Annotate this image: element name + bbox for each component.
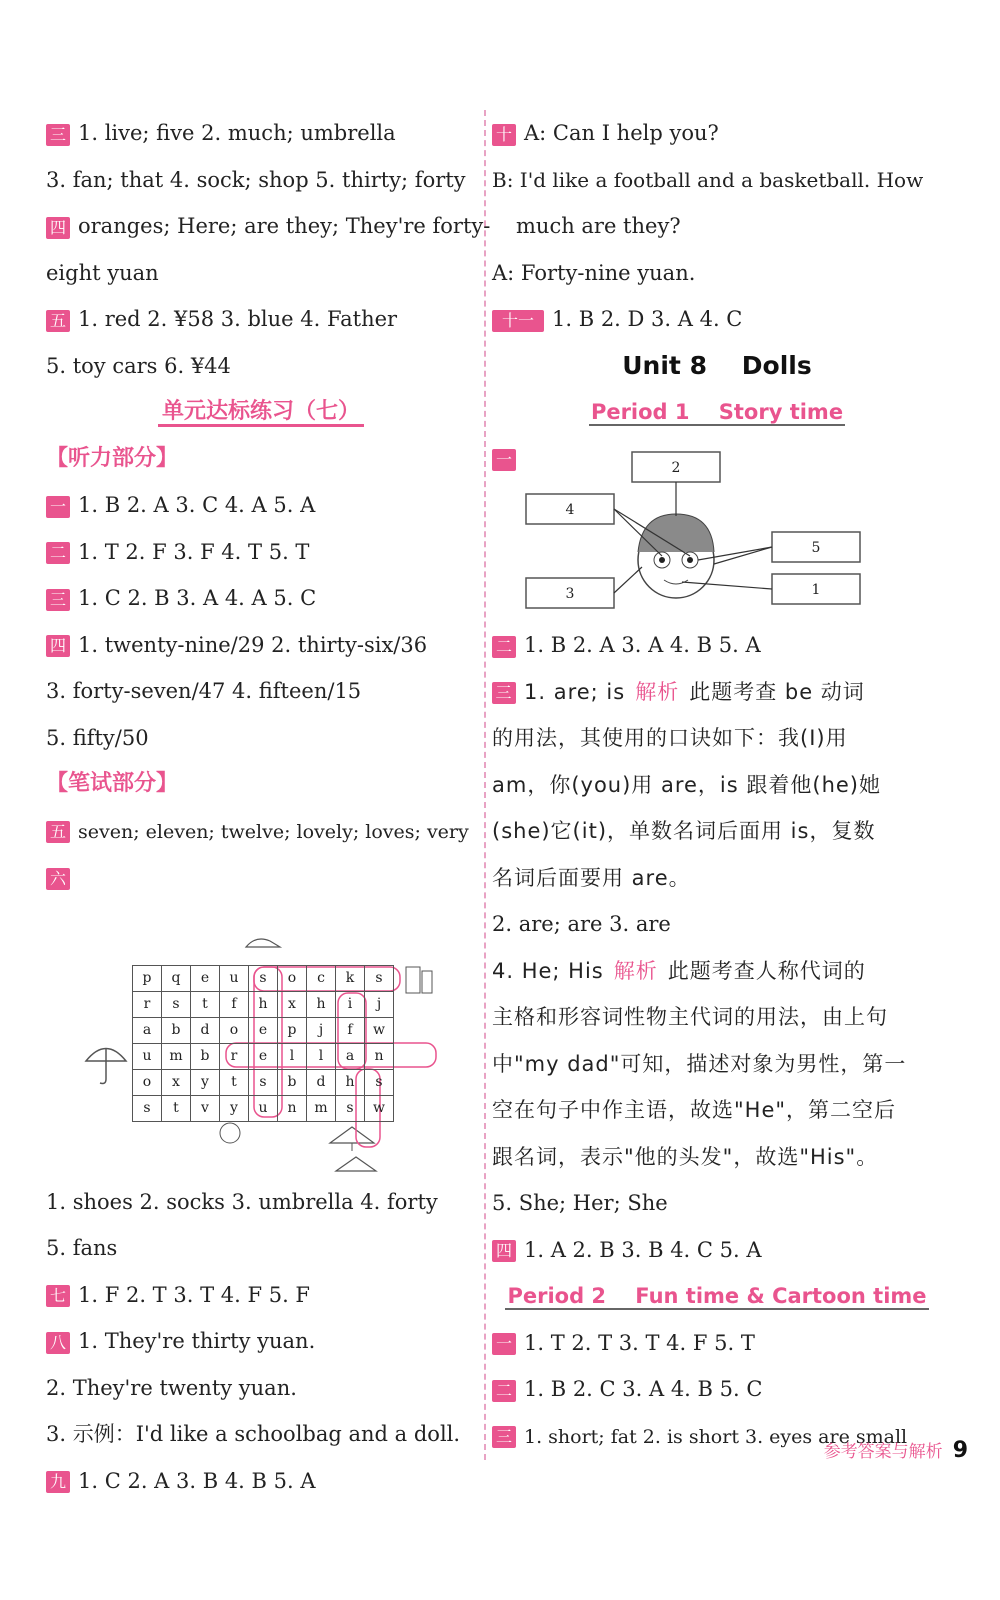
answer-text: 1. T 2. T 3. T 4. F 5. T <box>524 1330 755 1355</box>
answer-line <box>492 110 942 157</box>
period-title: Period 2 Fun time & Cartoon time <box>507 1284 927 1308</box>
grid-cell: j <box>307 1017 336 1043</box>
answer-line <box>492 622 942 669</box>
answer-text: 2. They're twenty yuan. <box>46 1375 297 1400</box>
answer-text: 1. B 2. A 3. A 4. B 5. A <box>524 633 761 657</box>
answer-line <box>492 250 942 297</box>
question-number-badge: 一 <box>46 496 70 518</box>
grid-row <box>133 965 394 991</box>
grid-cell: s <box>365 1069 394 1095</box>
answer-line <box>492 157 942 204</box>
answer-text: 3. 示例：I'd like a schoolbag and a doll. <box>46 1422 461 1446</box>
label-box-1: 1 <box>811 582 821 598</box>
fan-icon <box>336 1157 376 1171</box>
answer-line: 2. are; are 3. are <box>492 912 671 936</box>
answer-text: 1. are; is <box>524 679 626 704</box>
analysis-line: 跟名词，表示"他的头发"，故选"His"。 <box>492 1144 879 1169</box>
answer-line <box>492 296 942 343</box>
grid-cell: c <box>307 965 336 991</box>
label-box-5: 5 <box>811 540 821 556</box>
question-number-badge: 七 <box>46 1285 70 1307</box>
grid-cell: x <box>278 991 307 1017</box>
answer-text: 3. forty-seven/47 4. fifteen/15 <box>46 679 362 703</box>
answer-line <box>46 1411 476 1458</box>
grid-cell: t <box>220 1069 249 1095</box>
grid-cell: w <box>365 1017 394 1043</box>
answer-text: 3. fan; that 4. sock; shop 5. thirty; forty <box>46 167 466 192</box>
grid-cell: s <box>336 1095 365 1121</box>
grid-cell: d <box>307 1069 336 1095</box>
shoe-icon <box>246 939 280 947</box>
answer-text: 1. live; five 2. much; umbrella <box>78 121 396 145</box>
analysis-line: (she)它(it)，单数名词后面用 is，复数 <box>492 819 876 843</box>
answer-text: 5. fifty/50 <box>46 725 149 750</box>
label-box-2: 2 <box>671 460 681 476</box>
answer-text: B: I'd like a football and a basketball. How <box>492 167 924 192</box>
grid-row <box>133 1043 394 1069</box>
grid-cell: e <box>191 965 220 991</box>
answer-line <box>46 110 476 157</box>
answer-text: 1. C 2. A 3. B 4. B 5. A <box>78 1468 316 1493</box>
answer-line <box>46 1272 476 1319</box>
grid-cell: q <box>162 965 191 991</box>
grid-cell: u <box>220 965 249 991</box>
answer-line <box>46 250 476 297</box>
answer-text: 1. red 2. ¥58 3. blue 4. Father <box>78 307 398 331</box>
grid-cell: s <box>162 991 191 1017</box>
label-box-4: 4 <box>565 502 575 518</box>
question-number-badge: 四 <box>46 217 70 239</box>
grid-cell: u <box>133 1043 162 1069</box>
answer-text: seven; eleven; twelve; lovely; loves; very <box>78 820 469 843</box>
grid-cell: b <box>278 1069 307 1095</box>
answer-text: 1. B 2. C 3. A 4. B 5. C <box>524 1377 763 1401</box>
grid-cell: b <box>191 1043 220 1069</box>
grid-cell: a <box>133 1017 162 1043</box>
grid-cell: e <box>249 1017 278 1043</box>
answer-line <box>46 1225 476 1272</box>
grid-cell: o <box>133 1069 162 1095</box>
answer-text: 1. B 2. D 3. A 4. C <box>552 307 743 331</box>
question-number-badge: 十一 <box>492 310 544 332</box>
grid-cell: n <box>278 1095 307 1121</box>
answer-line <box>492 203 942 250</box>
grid-cell: r <box>220 1043 249 1069</box>
grid-cell: p <box>133 965 162 991</box>
grid-cell: e <box>249 1043 278 1069</box>
socks-icon <box>406 967 432 993</box>
question-number-badge: 二 <box>492 1380 516 1402</box>
answer-text: much are they? <box>516 214 681 238</box>
grid-cell: i <box>336 991 365 1017</box>
grid-cell: b <box>162 1017 191 1043</box>
face-diagram <box>492 460 942 622</box>
analysis-line: 名词后面要用 are。 <box>492 865 691 890</box>
analysis-line: am，你(you)用 are，is 跟着他(he)她 <box>492 772 881 797</box>
grid-cell: r <box>133 991 162 1017</box>
grid-cell: s <box>249 965 278 991</box>
grid-cell: f <box>336 1017 365 1043</box>
answer-text: oranges; Here; are they; They're forty- <box>78 214 491 238</box>
question-number-badge: 六 <box>46 868 70 890</box>
question-number-badge: 一 <box>492 1333 516 1355</box>
answer-text: 5. fans <box>46 1236 118 1260</box>
analysis-line: 的用法，其使用的口诀如下：我(I)用 <box>492 726 848 750</box>
label-box-3: 3 <box>565 586 575 602</box>
answer-line <box>46 1458 476 1505</box>
answer-text: 5. toy cars 6. ¥44 <box>46 353 231 378</box>
answer-line <box>46 296 476 343</box>
grid-cell: h <box>307 991 336 1017</box>
answer-text: A: Can I help you? <box>524 121 719 145</box>
page-footer <box>824 1437 968 1463</box>
question-number-badge: 五 <box>46 821 70 843</box>
grid-cell: l <box>307 1043 336 1069</box>
grid-cell: k <box>336 965 365 991</box>
section-title: 单元达标练习（七） <box>46 389 476 436</box>
question-number-badge: 十 <box>492 124 516 146</box>
column-divider <box>484 110 486 1460</box>
answer-line <box>46 622 476 669</box>
grid-cell: m <box>162 1043 191 1069</box>
grid-cell: a <box>336 1043 365 1069</box>
answer-text: 1. twenty-nine/29 2. thirty-six/36 <box>78 632 428 657</box>
grid-cell: y <box>220 1095 249 1121</box>
answer-line <box>46 854 476 901</box>
answer-line <box>46 808 476 855</box>
grid-row <box>133 1069 394 1095</box>
answer-line <box>492 1227 942 1274</box>
grid-cell: m <box>307 1095 336 1121</box>
answer-line <box>492 1320 942 1367</box>
footer-text: 参考答案与解析 <box>823 1442 943 1462</box>
answer-text: A: Forty-nine yuan. <box>492 260 696 285</box>
answer-line <box>46 715 476 762</box>
question-number-badge: 四 <box>46 635 70 657</box>
animal-icon <box>220 1123 240 1143</box>
analysis-label: 解析 <box>613 958 658 983</box>
answer-text: 1. T 2. F 3. F 4. T 5. T <box>78 539 310 564</box>
answer-text: 1. They're thirty yuan. <box>78 1329 316 1353</box>
answer-line <box>492 948 942 995</box>
answer-line <box>46 343 476 390</box>
question-number-badge: 三 <box>46 589 70 611</box>
boy-face-icon <box>638 514 714 598</box>
answer-line <box>46 575 476 622</box>
answer-text: 1. shoes 2. socks 3. umbrella 4. forty <box>46 1189 438 1214</box>
umbrella-icon <box>86 1048 126 1083</box>
analysis-line: 空在句子中作主语，故选"He"，第二空后 <box>492 1098 897 1122</box>
question-number-badge: 一 <box>492 449 516 471</box>
grid-cell: l <box>278 1043 307 1069</box>
answer-text: 1. short; fat 2. is short 3. eyes are small <box>524 1425 908 1448</box>
face-diagram-svg <box>492 452 942 602</box>
question-number-badge: 三 <box>492 1426 516 1448</box>
grid-cell: n <box>365 1043 394 1069</box>
answer-text: eight yuan <box>46 260 159 285</box>
answer-line <box>46 482 476 529</box>
grid-cell: j <box>365 991 394 1017</box>
grid-cell: s <box>133 1095 162 1121</box>
question-number-badge: 四 <box>492 1240 516 1262</box>
grid-row <box>133 991 394 1017</box>
question-number-badge: 二 <box>492 636 516 658</box>
answer-line <box>492 1366 942 1413</box>
grid-cell: d <box>191 1017 220 1043</box>
grid-cell: x <box>162 1069 191 1095</box>
grid-cell: u <box>249 1095 278 1121</box>
period-title: Period 1 Story time <box>590 400 844 424</box>
word-search-grid <box>132 965 394 1122</box>
grid-cell: t <box>162 1095 191 1121</box>
grid-cell: f <box>220 991 249 1017</box>
answer-line <box>46 1318 476 1365</box>
grid-cell: p <box>278 1017 307 1043</box>
right-column <box>492 110 942 1459</box>
grid-cell: h <box>336 1069 365 1095</box>
grid-cell: o <box>220 1017 249 1043</box>
question-number-badge: 三 <box>46 124 70 146</box>
question-number-badge: 九 <box>46 1471 70 1493</box>
answer-line <box>46 1179 476 1226</box>
question-number-badge: 三 <box>492 682 516 704</box>
analysis-text: 此题考查人称代词的 <box>667 958 866 983</box>
grid-cell: s <box>249 1069 278 1095</box>
grid-cell: w <box>365 1095 394 1121</box>
listening-heading: 【听力部分】 <box>46 445 179 471</box>
answer-line <box>46 668 476 715</box>
answer-text: 1. A 2. B 3. B 4. C 5. A <box>524 1237 762 1262</box>
answer-line <box>492 669 942 716</box>
answer-text: 1. B 2. A 3. C 4. A 5. A <box>78 493 316 517</box>
answer-text: 4. He; His <box>492 958 604 983</box>
page-number: 9 <box>952 1438 968 1463</box>
answer-line <box>46 203 491 250</box>
unit-title: Unit 8 Dolls <box>622 350 812 380</box>
grid-row <box>133 1017 394 1043</box>
analysis-line: 主格和形容词性物主代词的用法，由上句 <box>492 1005 888 1029</box>
word-search-figure <box>46 901 476 1179</box>
grid-cell: s <box>365 965 394 991</box>
answer-line <box>46 529 476 576</box>
grid-cell: y <box>191 1069 220 1095</box>
answer-line: 5. She; Her; She <box>492 1191 668 1215</box>
left-column <box>46 110 491 1504</box>
grid-row <box>133 1095 394 1121</box>
grid-cell: t <box>191 991 220 1017</box>
question-number-badge: 五 <box>46 310 70 332</box>
grid-cell: v <box>191 1095 220 1121</box>
answer-text: 1. F 2. T 3. T 4. F 5. F <box>78 1282 310 1307</box>
answer-line <box>46 157 476 204</box>
answer-line <box>46 1365 476 1412</box>
analysis-text: 此题考查 be 动词 <box>689 679 865 704</box>
grid-cell: h <box>249 991 278 1017</box>
question-number-badge: 二 <box>46 542 70 564</box>
analysis-line: 中"my dad"可知，描述对象为男性，第一 <box>492 1051 907 1076</box>
question-number-badge: 八 <box>46 1332 70 1354</box>
writing-heading: 【笔试部分】 <box>46 771 179 796</box>
analysis-label: 解析 <box>635 679 680 704</box>
answer-text: 1. C 2. B 3. A 4. A 5. C <box>78 586 317 610</box>
grid-cell: o <box>278 965 307 991</box>
